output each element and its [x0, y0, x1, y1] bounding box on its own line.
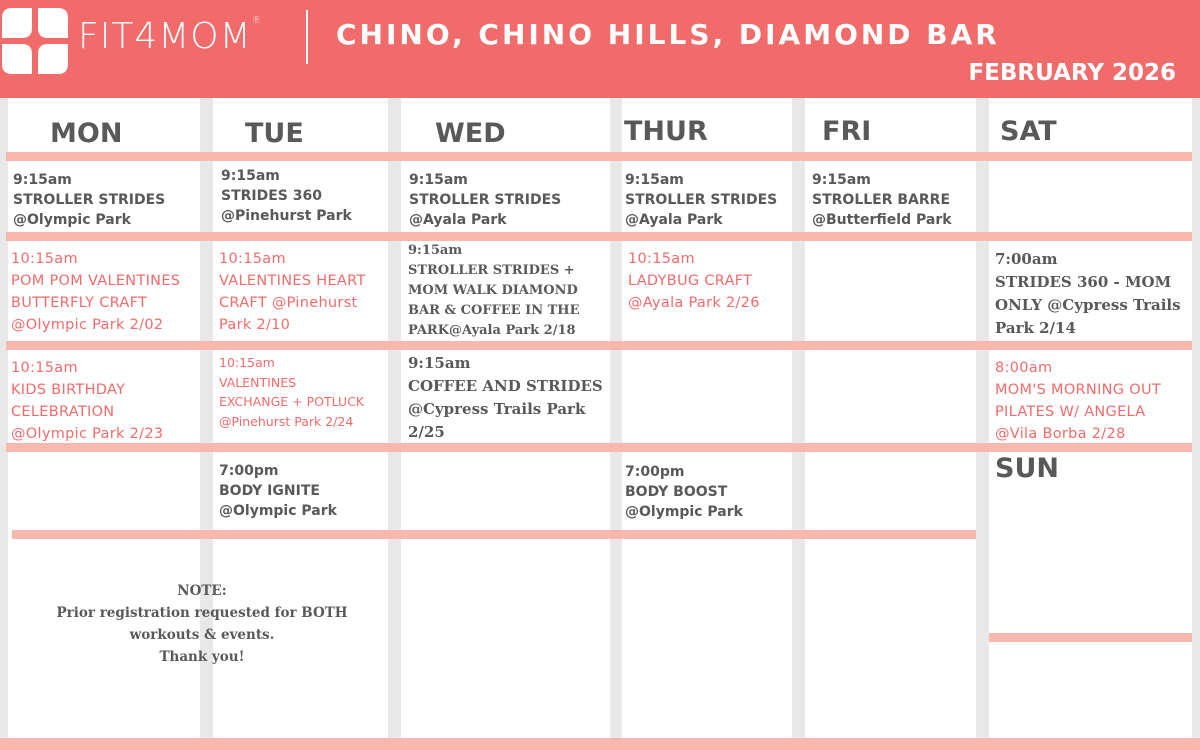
note-line: workouts & events. [129, 627, 275, 643]
footer-band [0, 738, 1200, 750]
event-location: @Ayala Park [409, 212, 507, 228]
event-time: 10:15am [11, 251, 78, 267]
event-title: STROLLER STRIDES [409, 192, 562, 208]
event-tue-strides-360 [221, 166, 352, 226]
event-tue-valentines-exchange [219, 353, 364, 431]
event-title: PILATES W/ ANGELA [995, 404, 1146, 420]
event-title: STRIDES 360 [221, 188, 322, 204]
month-title: FEBRUARY 2026 [968, 60, 1176, 86]
event-location: @Olympic Park [13, 212, 131, 228]
event-title: ONLY @Cypress Trails [995, 296, 1181, 314]
event-mon-stroller-strides [13, 170, 165, 230]
event-time: 7:00am [995, 250, 1058, 268]
event-location: @Pinehurst Park [221, 208, 352, 224]
event-wed-coffee-and-strides [408, 352, 603, 444]
event-location: PARK@Ayala Park 2/18 [408, 323, 576, 338]
header-divider [306, 10, 308, 64]
registration-note [30, 580, 374, 668]
event-location: @Cypress Trails Park [408, 400, 586, 418]
event-wed-stroller-strides [409, 170, 561, 230]
location-title: CHINO, CHINO HILLS, DIAMOND BAR [336, 18, 1000, 51]
header-banner [0, 0, 1200, 98]
event-time: 9:15am [408, 354, 471, 372]
event-time: 9:15am [409, 172, 468, 188]
event-time: 9:15am [408, 243, 463, 258]
event-time: 9:15am [221, 168, 280, 184]
event-location: @Vila Borba 2/28 [995, 426, 1126, 442]
day-header-thu: THUR [624, 116, 708, 147]
day-header-tue: TUE [245, 118, 304, 149]
event-tue-heart-craft [219, 248, 366, 336]
day-header-wed: WED [435, 118, 506, 149]
brand-name [78, 16, 262, 57]
event-fri-stroller-barre [812, 170, 952, 230]
event-title: BUTTERFLY CRAFT [11, 295, 148, 311]
event-location: @Ayala Park [625, 212, 723, 228]
event-time: 10:15am [628, 251, 695, 267]
event-time: 10:15am [219, 251, 286, 267]
event-sat-moms-morning-out [995, 357, 1161, 445]
event-title: EXCHANGE + POTLUCK [219, 394, 365, 409]
event-title: STROLLER STRIDES + [408, 263, 575, 278]
event-thu-body-boost [625, 462, 743, 522]
event-time: 9:15am [625, 172, 684, 188]
note-heading: NOTE: [177, 583, 227, 599]
row-divider [6, 232, 1192, 241]
event-title: KIDS BIRTHDAY [11, 382, 126, 398]
event-title: LADYBUG CRAFT [628, 273, 753, 289]
event-sat-strides-360-mom-only [995, 248, 1181, 340]
event-title: COFFEE AND STRIDES [408, 377, 603, 395]
event-title: STROLLER STRIDES [13, 192, 166, 208]
event-tue-body-ignite [219, 461, 337, 521]
event-time: 7:00pm [625, 464, 685, 480]
event-title: POM POM VALENTINES [11, 273, 181, 289]
event-title: BODY IGNITE [219, 483, 320, 499]
event-title: STROLLER STRIDES [625, 192, 778, 208]
event-wed-mom-walk [408, 241, 580, 341]
note-line: Thank you! [159, 649, 245, 665]
event-title: CELEBRATION [11, 404, 115, 420]
event-time: 9:15am [812, 172, 871, 188]
event-location: @Olympic Park 2/23 [11, 426, 164, 442]
event-title: BAR & COFFEE IN THE [408, 303, 580, 318]
event-title: STROLLER BARRE [812, 192, 951, 208]
event-thu-stroller-strides [625, 170, 777, 230]
event-time: 9:15am [13, 172, 72, 188]
event-thu-ladybug-craft [628, 248, 760, 314]
note-line: Prior registration requested for BOTH [56, 605, 348, 621]
event-location: @Olympic Park [625, 504, 743, 520]
event-time: 8:00am [995, 360, 1053, 376]
day-header-mon: MON [50, 118, 123, 149]
event-title: BODY BOOST [625, 484, 728, 500]
day-header-sat: SAT [1000, 116, 1057, 147]
event-date: 2/25 [408, 423, 445, 441]
event-time: 7:00pm [219, 463, 279, 479]
event-mon-kids-birthday [11, 357, 163, 445]
fit4mom-logo-icon [2, 6, 70, 74]
event-location: Park 2/10 [219, 317, 291, 333]
event-location: @Pinehurst Park 2/24 [219, 413, 354, 429]
event-title: STRIDES 360 - MOM [995, 273, 1172, 291]
event-location: @Olympic Park 2/02 [11, 317, 164, 333]
row-divider [12, 530, 976, 539]
event-title: MOM WALK DIAMOND [408, 283, 578, 298]
event-location: @Olympic Park [219, 503, 337, 519]
row-divider [6, 341, 1192, 350]
brand-text: FIT4MOM [78, 16, 252, 57]
event-title: CRAFT @Pinehurst [219, 295, 358, 311]
event-title: MOM'S MORNING OUT [995, 382, 1162, 398]
event-title: VALENTINES [219, 374, 297, 390]
event-location: @Butterfield Park [812, 212, 952, 228]
event-mon-valentines-craft [11, 248, 180, 336]
day-header-sun: SUN [995, 453, 1059, 484]
day-header-fri: FRI [822, 116, 872, 147]
event-time: 10:15am [219, 355, 275, 370]
sun-divider [989, 633, 1192, 642]
trademark-symbol: ® [251, 16, 262, 26]
event-time: 10:15am [11, 360, 78, 376]
event-title: VALENTINES HEART [219, 273, 366, 289]
event-location: @Ayala Park 2/26 [628, 295, 760, 311]
row-divider [6, 152, 1192, 161]
event-location: Park 2/14 [995, 319, 1076, 337]
